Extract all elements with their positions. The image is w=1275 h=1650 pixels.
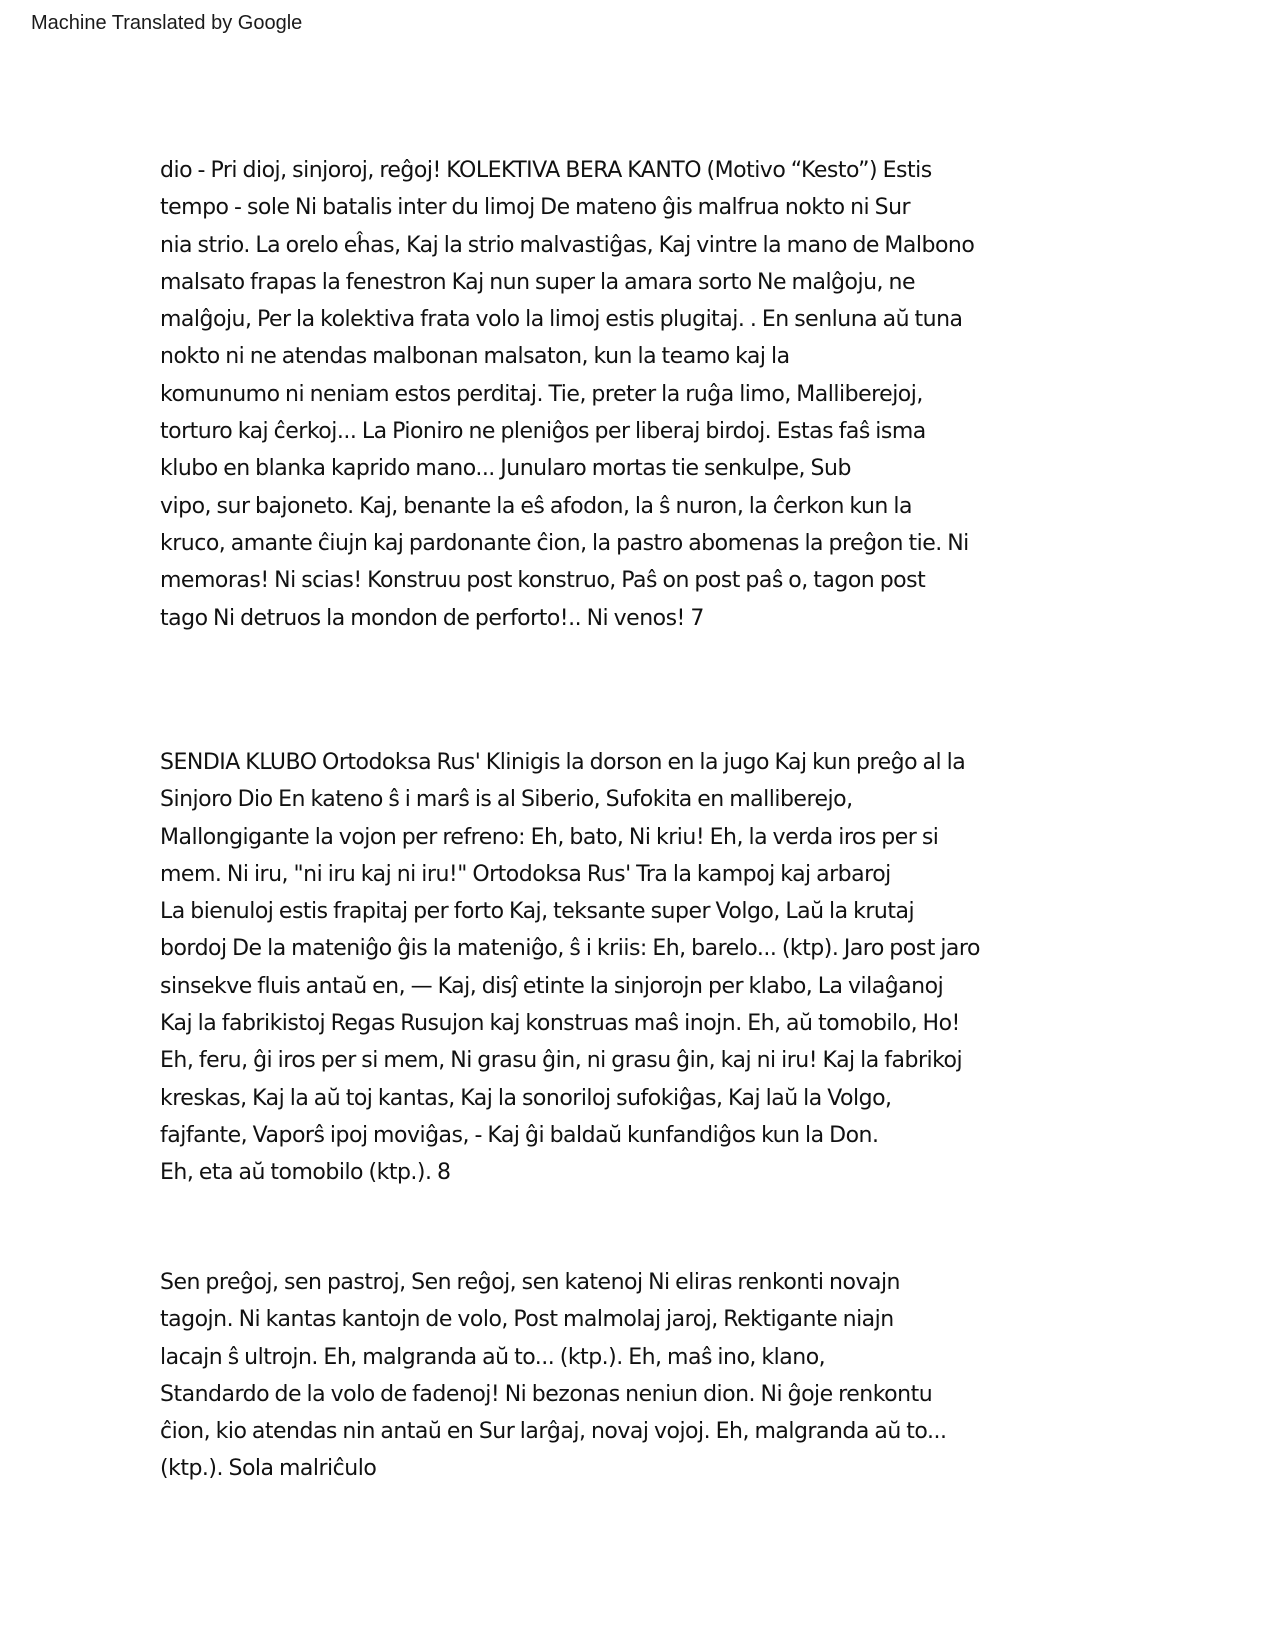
machine-translation-banner: Machine Translated by Google bbox=[31, 12, 303, 34]
text-line: malĝoju, Per la kolektiva frata volo la limoj estis plugitaj. . En senluna aŭ tuna bbox=[160, 307, 963, 333]
paragraph-kolektiva-bera-kanto bbox=[160, 152, 1120, 637]
text-line: SENDIA KLUBO Ortodoksa Rus' Klinigis la dorson en la jugo Kaj kun preĝo al la bbox=[160, 750, 966, 775]
text-line: (ktp.). Sola malriĉulo bbox=[160, 1456, 377, 1482]
paragraph-sen-pregoj bbox=[160, 1264, 1120, 1488]
text-line: kruco, amante ĉiujn kaj pardonante ĉion, la pastro abomenas la preĝon tie. Ni bbox=[160, 530, 969, 556]
text-line: Standardo de la volo de fadenoj! Ni bezonas neniun dion. Ni ĝoje renkontu bbox=[160, 1381, 933, 1407]
text-line: dio - Pri dioj, sinjoroj, reĝoj! KOLEKTIVA BERA KANTO (Motivo “Kesto”) Estis bbox=[160, 158, 932, 183]
text-line: La bienuloj estis frapitaj per forto Kaj, teksante super Volgo, Laŭ la krutaj bbox=[160, 899, 915, 925]
text-line: sinsekve fluis antaŭ en, — Kaj, disĵ etinte la sinjorojn per klabo, La vilaĝanoj bbox=[160, 973, 944, 999]
text-line: komunumo ni neniam estos perditaj. Tie, preter la ruĝa limo, Malliberejoj, bbox=[160, 381, 923, 407]
text-line: mem. Ni iru, "ni iru kaj ni iru!" Ortodoksa Rus' Tra la kampoj kaj arbaroj bbox=[160, 861, 891, 887]
text-line: Eh, feru, ĝi iros per si mem, Ni grasu ĝin, ni grasu ĝin, kaj ni iru! Kaj la fabrikoj bbox=[160, 1048, 963, 1074]
text-line: nia strio. La orelo eĥas, Kaj la strio malvastiĝas, Kaj vintre la mano de Malbono bbox=[160, 232, 975, 258]
text-line: tagojn. Ni kantas kantojn de volo, Post malmolaj jaroj, Rektigante niajn bbox=[160, 1307, 894, 1333]
text-line: tempo - sole Ni batalis inter du limoj De mateno ĝis malfrua nokto ni Sur bbox=[160, 195, 911, 221]
text-line: nokto ni ne atendas malbonan malsaton, kun la teamo kaj la bbox=[160, 344, 790, 370]
text-line: Sen preĝoj, sen pastroj, Sen reĝoj, sen katenoj Ni eliras renkonti novajn bbox=[160, 1270, 900, 1295]
text-line: ĉion, kio atendas nin antaŭ en Sur larĝaj, novaj vojoj. Eh, malgranda aŭ to... bbox=[160, 1419, 947, 1445]
text-line: vipo, sur bajoneto. Kaj, benante la eŝ afodon, la ŝ nuron, la ĉerkon kun la bbox=[160, 493, 912, 519]
text-line: lacajn ŝ ultrojn. Eh, malgranda aŭ to... (ktp.). Eh, maŝ ino, klano, bbox=[160, 1344, 826, 1370]
text-line: tago Ni detruos la mondon de perforto!.. Ni venos! 7 bbox=[160, 605, 704, 631]
text-line: fajfante, Vaporŝ ipoj moviĝas, - Kaj ĝi baldaŭ kunfandiĝos kun la Don. bbox=[160, 1122, 879, 1148]
text-line: torturo kaj ĉerkoj... La Pioniro ne pleniĝos per liberaj birdoj. Estas faŝ isma bbox=[160, 419, 926, 445]
text-line: Mallongigante la vojon per refreno: Eh, bato, Ni kriu! Eh, la verda iros per si bbox=[160, 824, 939, 850]
text-line: memoras! Ni scias! Konstruu post konstruo, Paŝ on post paŝ o, tagon post bbox=[160, 568, 926, 594]
paragraph-sendia-klubo bbox=[160, 744, 1120, 1192]
text-line: malsato frapas la fenestron Kaj nun super la amara sorto Ne malĝoju, ne bbox=[160, 269, 916, 295]
text-line: kreskas, Kaj la aŭ toj kantas, Kaj la sonoriloj sufokiĝas, Kaj laŭ la Volgo, bbox=[160, 1085, 892, 1111]
text-line: Kaj la fabrikistoj Regas Rusujon kaj konstruas maŝ inojn. Eh, aŭ tomobilo, Ho! bbox=[160, 1011, 960, 1037]
text-line: bordoj De la mateniĝo ĝis la mateniĝo, ŝ i kriis: Eh, barelo... (ktp). Jaro post jaro bbox=[160, 936, 980, 962]
text-line: Sinjoro Dio En kateno ŝ i marŝ is al Siberio, Sufokita en malliberejo, bbox=[160, 787, 853, 813]
text-line: Eh, eta aŭ tomobilo (ktp.). 8 bbox=[160, 1160, 451, 1186]
text-line: klubo en blanka kaprido mano... Junularo mortas tie senkulpe, Sub bbox=[160, 456, 851, 482]
